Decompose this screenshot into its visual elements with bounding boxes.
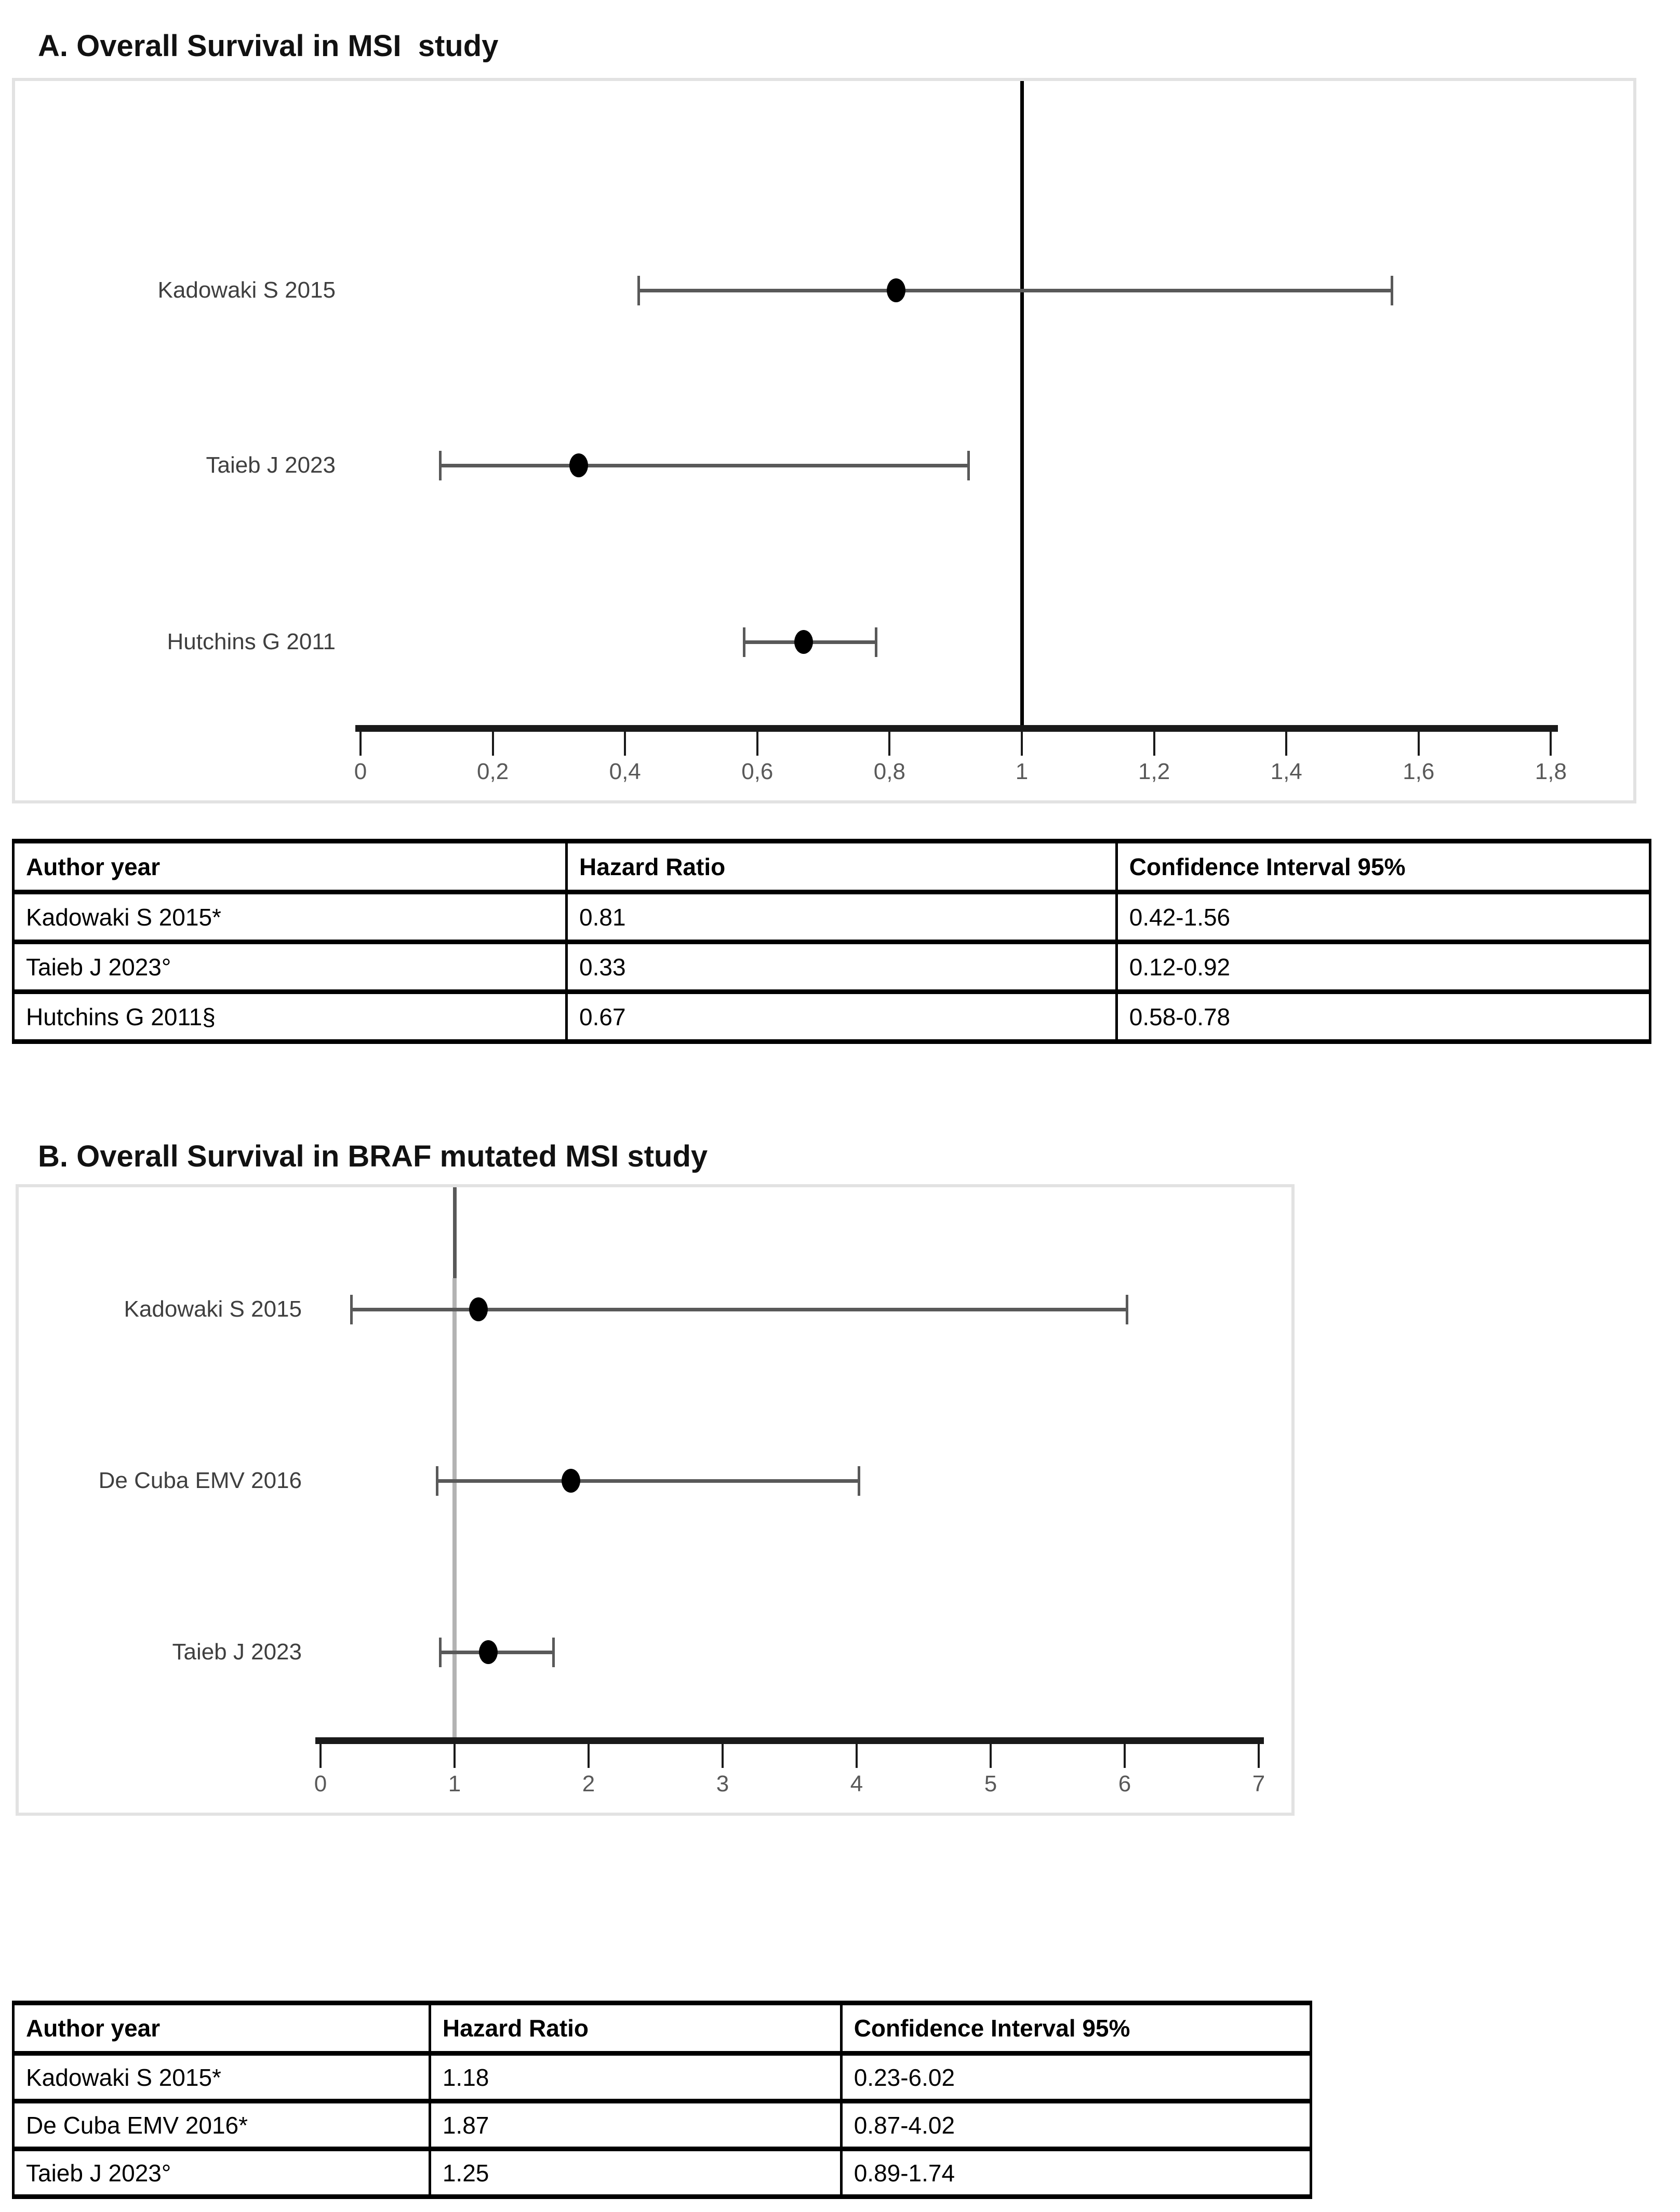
axis-tick-label: 1,6 — [1403, 759, 1435, 784]
axis-tick — [888, 732, 890, 756]
axis-tick — [588, 1744, 590, 1768]
table-cell: 0.58-0.78 — [1116, 992, 1650, 1042]
axis-tick — [624, 732, 626, 756]
forest-plot-b — [16, 1184, 1295, 1816]
axis-tick — [856, 1744, 858, 1768]
study-label: Kadowaki S 2015 — [124, 1296, 302, 1322]
table-cell: 1.87 — [430, 2101, 841, 2149]
axis-tick — [1124, 1744, 1126, 1768]
ci-cap-right — [967, 451, 970, 480]
ci-cap-left — [637, 276, 640, 305]
axis-tick — [1021, 732, 1023, 756]
axis-tick — [1550, 732, 1552, 756]
hr-marker — [569, 453, 588, 477]
axis-tick — [359, 732, 362, 756]
axis-tick-label: 1 — [1015, 759, 1029, 784]
table-cell: Kadowaki S 2015* — [14, 2054, 430, 2101]
axis-line — [315, 1737, 1264, 1744]
study-label: Kadowaki S 2015 — [157, 277, 336, 303]
hr-marker — [887, 278, 905, 302]
table-header-cell: Author year — [14, 2003, 430, 2054]
ci-cap-left — [439, 1638, 442, 1667]
ci-line — [440, 464, 969, 467]
axis-tick — [492, 732, 494, 756]
table-header-cell: Confidence Interval 95% — [1116, 841, 1650, 892]
ci-cap-left — [350, 1295, 353, 1324]
study-label: Hutchins G 2011 — [167, 629, 336, 654]
axis-tick-label: 0,6 — [741, 759, 774, 784]
table-cell: 0.42-1.56 — [1116, 892, 1650, 942]
study-label: Taieb J 2023 — [172, 1639, 302, 1665]
ci-line — [351, 1308, 1127, 1311]
axis-tick — [1258, 1744, 1260, 1768]
table-cell: De Cuba EMV 2016* — [14, 2101, 430, 2149]
hr-marker — [469, 1297, 488, 1321]
table-row — [14, 2149, 1311, 2197]
table-cell: 0.12-0.92 — [1116, 942, 1650, 992]
table-cell: 1.18 — [430, 2054, 841, 2101]
table-cell: 1.25 — [430, 2149, 841, 2197]
ci-cap-right — [875, 627, 877, 657]
axis-tick — [1285, 732, 1287, 756]
reference-line — [452, 1278, 457, 1744]
hazard-ratio-table-b — [12, 2001, 1312, 2199]
hazard-ratio-table-a — [12, 839, 1651, 1044]
axis-tick-label: 0,2 — [477, 759, 509, 784]
hr-marker — [794, 630, 813, 654]
table-header-cell: Hazard Ratio — [567, 841, 1117, 892]
table-row — [14, 892, 1650, 942]
table-cell: 0.87-4.02 — [841, 2101, 1311, 2149]
panel-b-title: B. Overall Survival in BRAF mutated MSI study — [38, 1139, 708, 1173]
axis-tick — [319, 1744, 322, 1768]
axis-tick — [756, 732, 758, 756]
study-label: De Cuba EMV 2016 — [98, 1468, 302, 1493]
hr-marker — [562, 1469, 580, 1493]
axis-tick-label: 1,4 — [1270, 759, 1302, 784]
ci-line — [638, 289, 1392, 292]
ci-cap-right — [1391, 276, 1393, 305]
table-row — [14, 992, 1650, 1042]
reference-line — [453, 1187, 457, 1278]
axis-tick — [1418, 732, 1420, 756]
axis-tick-label: 1,8 — [1535, 759, 1567, 784]
axis-tick — [990, 1744, 992, 1768]
ci-cap-left — [743, 627, 745, 657]
ci-cap-right — [858, 1466, 860, 1496]
reference-line — [1020, 81, 1024, 725]
study-label: Taieb J 2023 — [206, 452, 336, 478]
ci-line — [437, 1479, 859, 1483]
table-cell: Kadowaki S 2015* — [14, 892, 567, 942]
table-header-row — [14, 841, 1650, 892]
axis-tick-label: 6 — [1118, 1771, 1131, 1797]
axis-tick — [454, 1744, 456, 1768]
table-row — [14, 2101, 1311, 2149]
axis-tick — [722, 1744, 724, 1768]
axis-tick-label: 2 — [582, 1771, 595, 1797]
table-cell: Hutchins G 2011§ — [14, 992, 567, 1042]
table-header-cell: Author year — [14, 841, 567, 892]
axis-line — [355, 725, 1558, 732]
ci-cap-left — [439, 451, 442, 480]
ci-cap-right — [552, 1638, 555, 1667]
axis-tick-label: 0,8 — [873, 759, 905, 784]
axis-tick-label: 0 — [314, 1771, 327, 1797]
table-header-cell: Hazard Ratio — [430, 2003, 841, 2054]
axis-tick-label: 4 — [850, 1771, 863, 1797]
table-row — [14, 2054, 1311, 2101]
axis-tick-label: 3 — [716, 1771, 729, 1797]
table-cell: 0.67 — [567, 992, 1117, 1042]
table-header-cell: Confidence Interval 95% — [841, 2003, 1311, 2054]
axis-tick — [1153, 732, 1155, 756]
hr-marker — [479, 1640, 498, 1664]
table-cell: 0.89-1.74 — [841, 2149, 1311, 2197]
panel-a-title: A. Overall Survival in MSI study — [38, 29, 499, 63]
table-cell: 0.23-6.02 — [841, 2054, 1311, 2101]
axis-tick-label: 0,4 — [609, 759, 641, 784]
table-cell: Taieb J 2023° — [14, 2149, 430, 2197]
ci-cap-left — [436, 1466, 438, 1496]
ci-cap-right — [1126, 1295, 1128, 1324]
table-cell: Taieb J 2023° — [14, 942, 567, 992]
axis-tick-label: 1,2 — [1138, 759, 1170, 784]
table-row — [14, 942, 1650, 992]
forest-plot-a — [12, 78, 1636, 803]
table-cell: 0.81 — [567, 892, 1117, 942]
table-cell: 0.33 — [567, 942, 1117, 992]
axis-tick-label: 5 — [984, 1771, 997, 1797]
axis-tick-label: 1 — [448, 1771, 461, 1797]
table-header-row — [14, 2003, 1311, 2054]
axis-tick-label: 0 — [354, 759, 367, 784]
axis-tick-label: 7 — [1252, 1771, 1265, 1797]
